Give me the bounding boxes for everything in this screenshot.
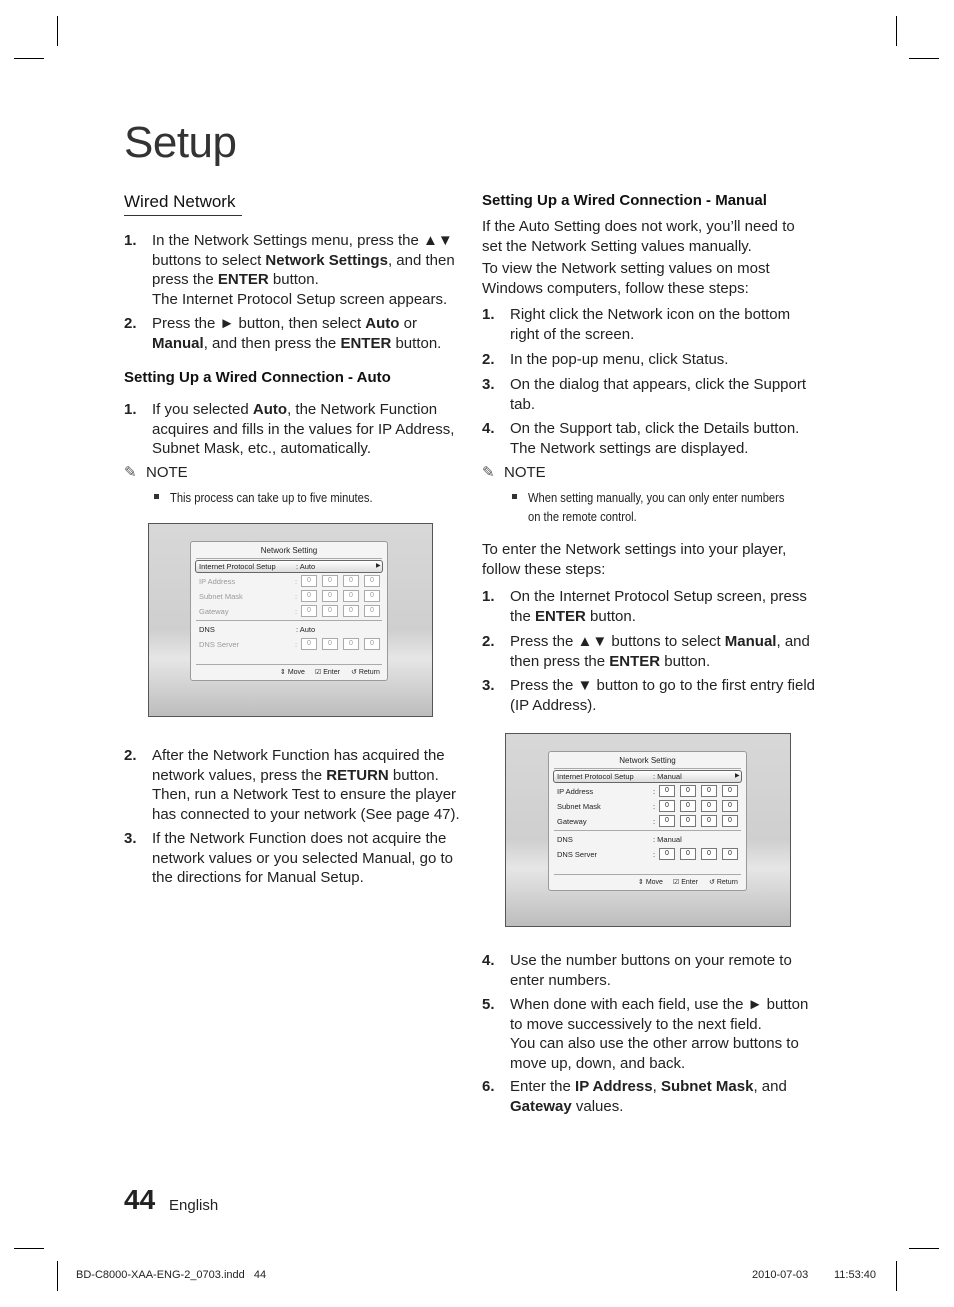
return-label: Return [716,879,738,886]
colon: : [295,592,298,601]
subnet-mask-label: Subnet Mask [199,592,243,601]
step-number: 1. [482,588,495,605]
ip-field[interactable]: 0 [659,785,675,797]
section-heading-wired-network: Wired Network [124,192,242,216]
ip-field[interactable]: 0 [343,575,359,587]
crop-mark [909,1248,939,1249]
ip-field[interactable]: 0 [364,575,380,587]
divider [554,768,741,769]
ui-term: Auto [365,315,400,332]
crop-mark [909,58,939,59]
text-line: on the remote control. [528,509,637,524]
crop-mark [14,1248,44,1249]
enter-label: Enter [681,879,698,886]
ip-field[interactable]: 0 [701,785,717,797]
note-text: This process can take up to five minutes. [170,490,373,505]
text-line: To view the Network setting values on most [482,260,770,277]
crop-mark [896,1261,897,1291]
subnet-field[interactable]: 0 [701,800,717,812]
dns-label: DNS [199,625,215,634]
panel-title: Network Setting [619,756,676,765]
dns-field[interactable]: 0 [680,848,696,860]
ips-label: Internet Protocol Setup [199,562,276,571]
dns-value: : Auto [296,625,316,634]
text-span: Press the ▲▼ buttons to select [510,633,725,650]
dns-field[interactable]: 0 [301,638,317,650]
crop-mark [896,16,897,46]
ips-label: Internet Protocol Setup [557,772,634,781]
enter-hint [673,878,698,886]
text-span: network values, press the [152,766,327,784]
step-number: 2. [482,633,495,650]
text-line: On the Internet Protocol Setup screen, press [510,588,807,605]
ui-term: Gateway [510,1097,572,1115]
text-line: has connected to your network (See page 47). [152,805,460,823]
intro-paragraph [482,259,822,298]
list-item [124,231,464,311]
pencil-icon: ✎ [482,464,495,481]
text-span: , and then press the [203,334,341,352]
gateway-field[interactable]: 0 [659,815,675,827]
network-setting-panel [548,751,747,891]
text-line: You can also use the other arrow buttons to [510,1035,799,1052]
return-label: Return [358,669,380,676]
step-number: 5. [482,996,495,1013]
page-title: Setup [124,118,237,167]
crop-mark [57,1261,58,1291]
list-item [482,951,822,991]
ip-field[interactable]: 0 [680,785,696,797]
return-icon: ↺ [709,879,715,886]
dns-field[interactable]: 0 [701,848,717,860]
dns-server-label: DNS Server [557,850,598,859]
colon: : [653,817,656,826]
divider [554,874,741,875]
text-line: The Network settings are displayed. [510,439,749,457]
crop-mark [57,16,58,46]
enter-label: Enter [323,669,340,676]
footer-time: 11:53:40 [834,1269,877,1281]
arrow-right-icon: ▶ [376,563,381,569]
gateway-label: Gateway [199,607,229,616]
dns-field[interactable]: 0 [322,638,338,650]
gateway-field[interactable]: 0 [343,605,359,617]
step-number: 1. [124,401,137,418]
intro-paragraph [482,217,822,256]
note-heading [124,463,188,481]
text-line: Then, run a Network Test to ensure the player [152,786,457,803]
subnet-field[interactable]: 0 [322,590,338,602]
text-line: When setting manually, you can only enter numbers [528,490,785,505]
text-line: enter numbers. [510,971,611,989]
text-line: move up, down, and back. [510,1054,686,1072]
dns-value: : Manual [653,835,682,844]
updown-icon: ⇕ [280,669,286,676]
colon: : [653,802,656,811]
note-bullet [154,488,454,508]
text-line: (IP Address). [510,696,597,714]
colon: : [653,850,656,859]
list-item [124,400,464,460]
text-line: On the dialog that appears, click the Support [510,376,807,393]
enter-icon: ☑ [673,879,680,886]
list-item [124,314,464,354]
list-item [482,676,822,716]
step-number: 4. [482,952,495,969]
section-heading-manual: Setting Up a Wired Connection - Manual [482,192,767,209]
page-number: 44 [124,1184,156,1215]
text-span: , and then [387,251,455,269]
text-span: button. [585,607,636,625]
list-item [482,1077,822,1117]
text-line: Subnet Mask, etc., automatically. [152,440,371,457]
ip-field[interactable]: 0 [322,575,338,587]
dns-server-label: DNS Server [199,640,240,649]
note-label: NOTE [146,464,188,481]
list-item [482,350,822,370]
ips-value: : Auto [296,562,316,571]
gateway-field[interactable]: 0 [301,605,317,617]
footer-date: 2010-07-03 [752,1269,809,1281]
list-item [482,419,822,459]
ui-term: ENTER [340,334,392,352]
text-line: Windows computers, follow these steps: [482,279,749,297]
text-span: the [510,607,536,625]
dns-label: DNS [557,835,573,844]
enter-paragraph [482,540,822,579]
list-item [124,829,464,889]
subnet-field[interactable]: 0 [364,590,380,602]
list-item [482,305,822,345]
note-heading [482,463,546,481]
ui-term: ENTER [217,271,269,288]
bullet-square-icon [512,494,517,499]
ips-value: : Manual [653,772,682,781]
text-line: the directions for Manual Setup. [152,869,364,886]
text-line: To enter the Network settings into your player, [482,541,787,558]
step-number: 2. [124,315,137,332]
text-span: button. [660,652,711,670]
divider [196,664,382,665]
text-line: Use the number buttons on your remote to [510,952,792,969]
step-number: 1. [124,232,137,249]
step-number: 2. [124,747,137,764]
ip-address-label: IP Address [199,577,236,586]
text-span: , the Network Function [287,401,438,418]
text-line: The Internet Protocol Setup screen appears. [152,290,448,308]
text-line: After the Network Function has acquired the [152,747,445,764]
move-label: Move [287,669,305,676]
text-line: right of the screen. [510,325,635,343]
gateway-field[interactable]: 0 [322,605,338,617]
network-setting-screen-manual [505,733,791,927]
gateway-field[interactable]: 0 [364,605,380,617]
gateway-label: Gateway [557,817,587,826]
ip-field[interactable]: 0 [722,785,738,797]
text-line: to move successively to the next field. [510,1015,762,1033]
dns-field[interactable]: 0 [343,638,359,650]
move-hint [638,878,663,886]
step-number: 4. [482,420,495,437]
gateway-field[interactable]: 0 [722,815,738,827]
colon: : [295,577,298,586]
bullet-square-icon [154,494,159,499]
crop-mark [14,58,44,59]
ui-term: Manual [724,633,777,650]
list-item [482,375,822,415]
subnet-field[interactable]: 0 [680,800,696,812]
move-hint [280,668,305,676]
step-number: 1. [482,306,495,323]
text-line: set the Network Setting values manually. [482,237,752,255]
subnet-mask-label: Subnet Mask [557,802,601,811]
footer-filename: BD-C8000-XAA-ENG-2_0703.indd 44 [76,1269,267,1281]
return-icon: ↺ [351,669,357,676]
return-hint [709,878,738,886]
step-number: 3. [482,677,495,694]
step-number: 3. [482,376,495,393]
gateway-field[interactable]: 0 [680,815,696,827]
ui-term: Subnet Mask [660,1078,754,1095]
text-span: , [652,1078,661,1095]
ui-term: RETURN [326,766,389,784]
panel-title: Network Setting [260,546,318,555]
text-span: Enter the [510,1078,576,1095]
text-line: When done with each field, use the ► button [510,996,809,1013]
subnet-field[interactable]: 0 [343,590,359,602]
text-span: then press the [510,652,610,670]
section-heading-auto: Setting Up a Wired Connection - Auto [124,369,391,386]
colon: : [295,640,298,649]
network-setting-panel [190,541,388,681]
text-line: tab. [510,395,536,413]
text-span: button. [268,271,319,288]
text-span: , and [753,1078,787,1095]
ip-field[interactable]: 0 [301,575,317,587]
list-item [482,632,822,672]
text-line: acquires and fills in the values for IP Address, [152,420,455,438]
ui-term: ENTER [609,652,661,670]
updown-icon: ⇕ [638,879,644,886]
ui-term: Network Settings [265,251,388,269]
arrow-right-icon: ▶ [735,773,740,779]
colon: : [295,607,298,616]
text-span: Press the ► button, then select [152,315,366,332]
text-line: In the pop-up menu, click Status. [510,351,729,368]
step-number: 3. [124,830,137,847]
text-span: buttons to select [152,251,266,269]
ui-term: Manual [152,334,204,352]
dns-field[interactable]: 0 [659,848,675,860]
return-hint [351,668,380,676]
pencil-icon: ✎ [124,464,137,481]
text-line: network values or you selected Manual, go to [152,849,454,867]
ip-address-label: IP Address [557,787,594,796]
note-label: NOTE [504,464,546,481]
move-label: Move [645,879,663,886]
text-line: Right click the Network icon on the bottom [510,306,791,323]
list-item [124,746,464,826]
enter-icon: ☑ [315,669,322,676]
text-line: Press the ▼ button to go to the first entry field [510,677,816,694]
subnet-field[interactable]: 0 [301,590,317,602]
step-number: 6. [482,1078,495,1095]
divider [196,620,382,621]
list-item [482,995,822,1075]
ui-term: Auto [252,401,288,418]
divider [196,558,382,559]
text-line: If the Network Function does not acquire the [152,830,447,847]
ui-term: ENTER [535,607,586,625]
ui-term: IP Address [575,1078,653,1095]
text-span: button. [388,766,439,784]
step-number: 2. [482,351,495,368]
text-line: follow these steps: [482,560,606,578]
text-span: button. [391,334,442,352]
text-span: press the [152,271,218,288]
text-line: On the Support tab, click the Details button. [510,420,800,437]
note-text [528,488,785,526]
dns-field[interactable]: 0 [722,848,738,860]
text-span: or [399,315,417,332]
gateway-field[interactable]: 0 [701,815,717,827]
dns-field[interactable]: 0 [364,638,380,650]
text-line: If the Auto Setting does not work, you’ll need to [482,218,795,235]
colon: : [653,787,656,796]
page-language: English [169,1197,219,1214]
text-span: values. [571,1097,624,1115]
text-span: If you selected [152,401,253,418]
divider [554,830,741,831]
list-item [482,587,822,627]
note-bullet [512,488,822,528]
subnet-field[interactable]: 0 [722,800,738,812]
network-setting-screen-auto [148,523,433,717]
enter-hint [315,668,340,676]
subnet-field[interactable]: 0 [659,800,675,812]
text-span: , and [776,633,810,650]
text-line: In the Network Settings menu, press the ▲▼ [152,232,453,249]
